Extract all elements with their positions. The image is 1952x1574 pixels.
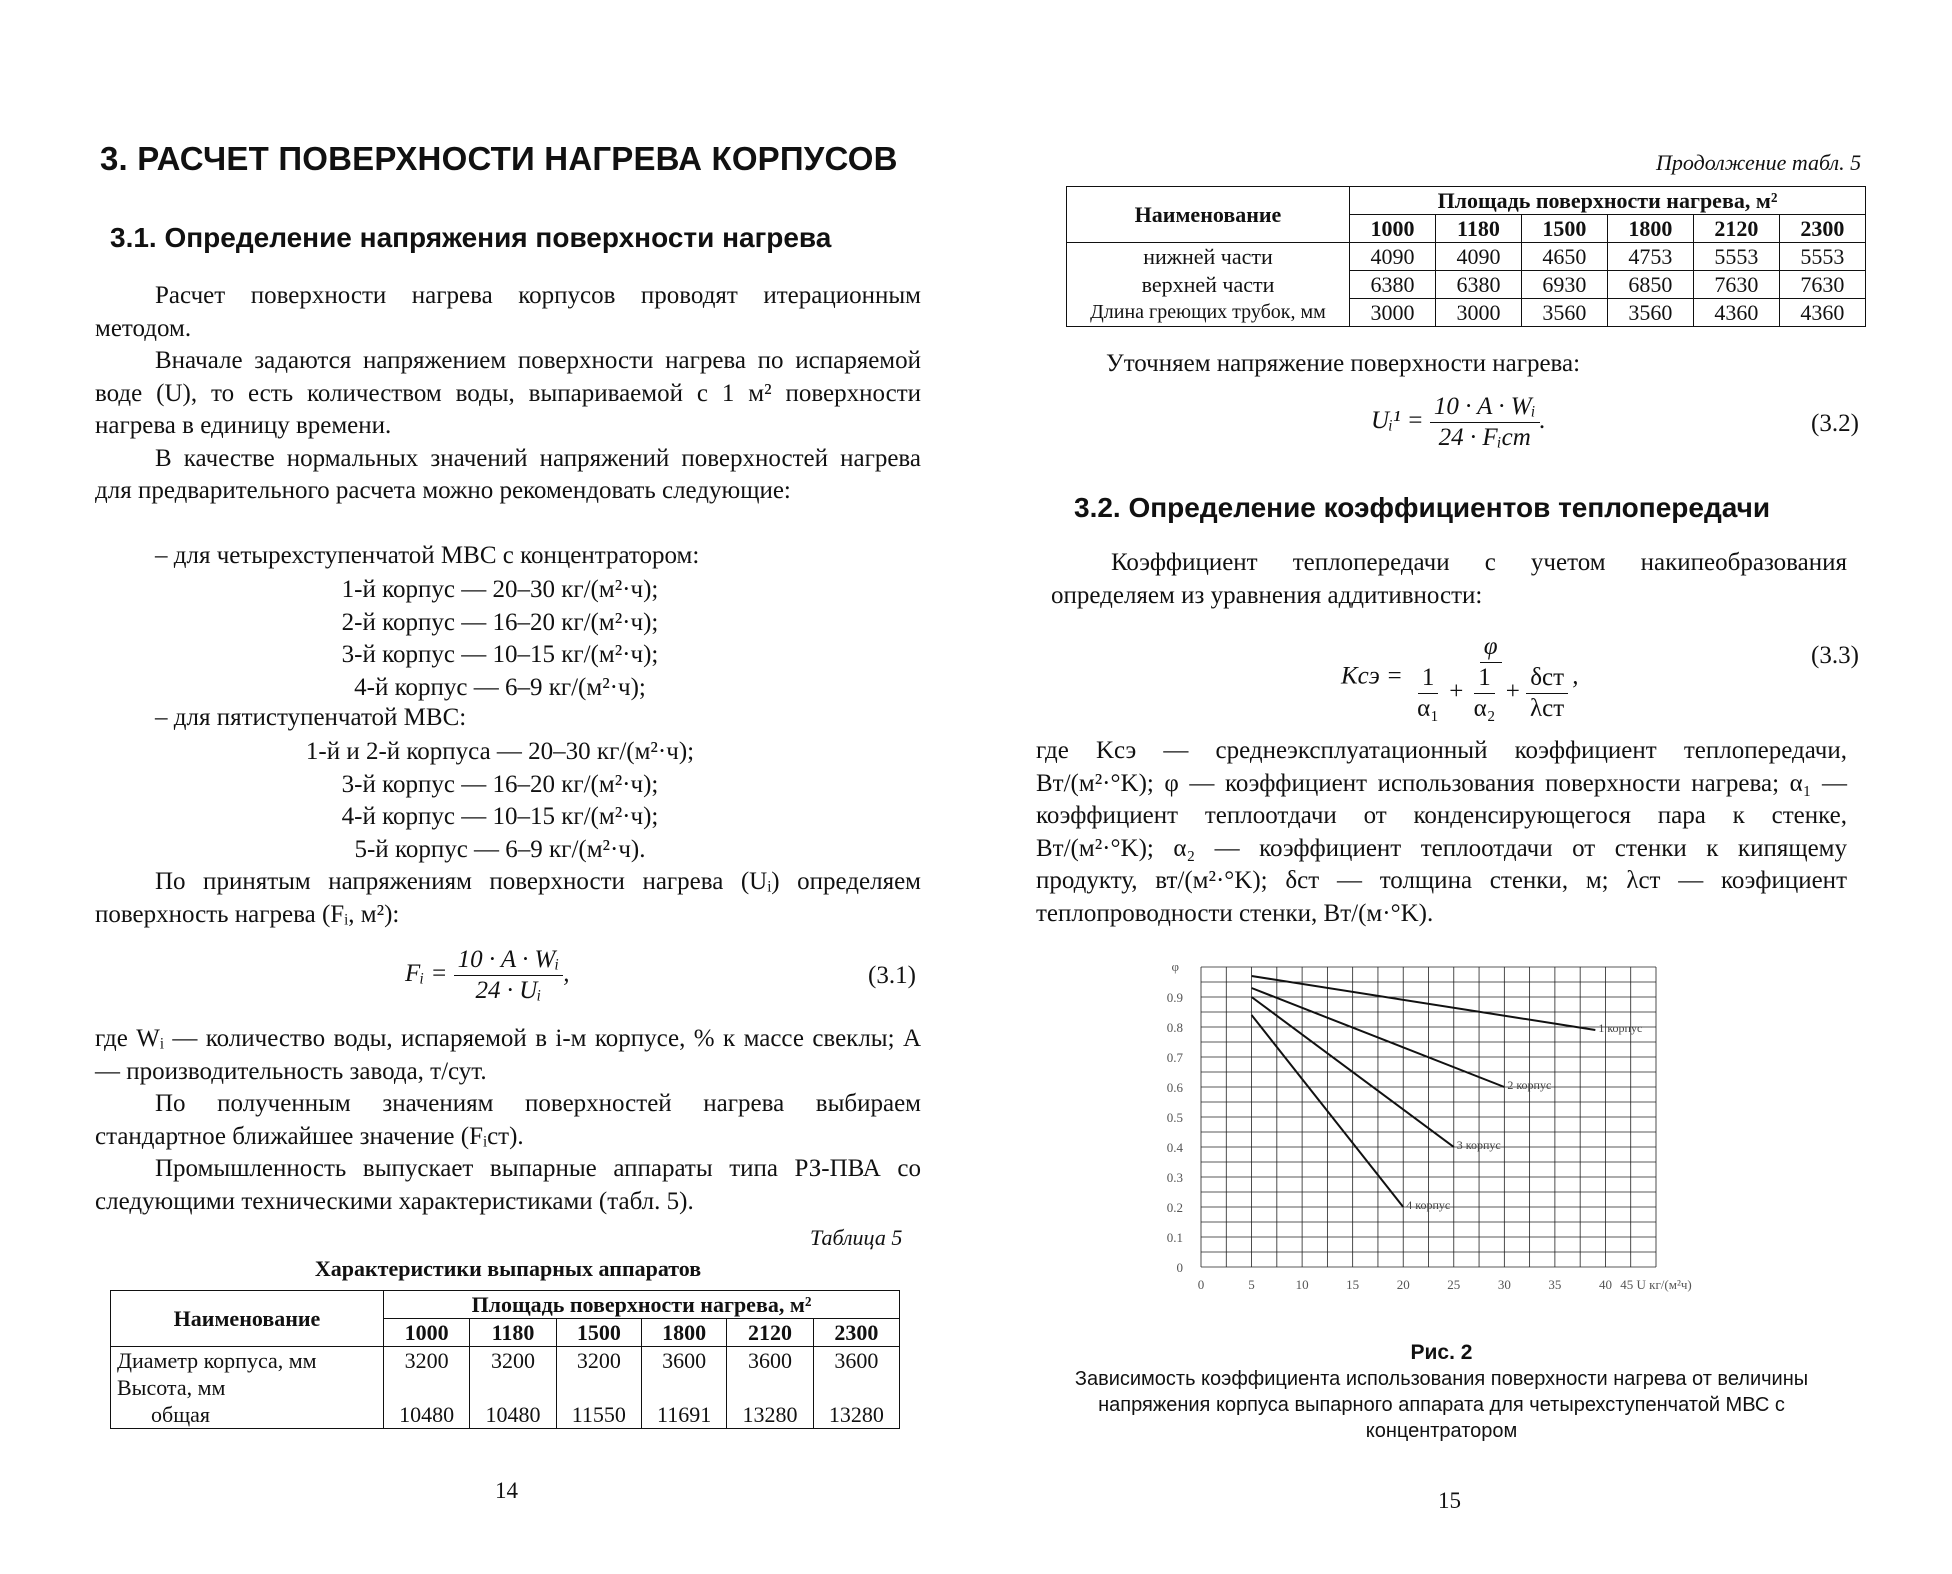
y-tick-label: 0.7 <box>1166 1050 1183 1065</box>
paragraph: Расчет поверхности нагрева корпусов проводят итерационным методом. Вначале задаются напряжением поверхности нагрева по испаряемой воде (U), то есть количеством воды, выпариваемой с 1 м² поверхности нагрева в единицу времени. В качестве нормальных значений напряжений поверхностей нагрева для предварительного расчета можно рекомендовать следующие: <box>95 282 921 504</box>
list-four-stage <box>220 574 780 704</box>
paragraph: По принятым напряжениям поверхности нагрева (Uᵢ) определяем поверхность нагрева (Fᵢ, м²): <box>95 868 921 928</box>
column-header: 2120 <box>727 1319 813 1347</box>
y-tick-label: 0.9 <box>1166 990 1183 1005</box>
series-label: 3 корпус <box>1456 1138 1501 1152</box>
paragraph: Уточняем напряжение поверхности нагрева: <box>1106 350 1581 377</box>
series-label: 1 корпус <box>1598 1021 1643 1035</box>
page-number: 15 <box>1438 1488 1461 1513</box>
column-header: 1500 <box>556 1319 641 1347</box>
equation-number: (3.3) <box>1811 642 1859 669</box>
y-tick-label: 0.6 <box>1166 1080 1183 1095</box>
column-header: 1180 <box>470 1319 556 1347</box>
column-header: 1500 <box>1521 215 1607 243</box>
list-item: 4-й корпус — 10–15 кг/(м²·ч); <box>341 803 659 830</box>
list-item: 1-й корпус — 20–30 кг/(м²·ч); <box>341 576 659 603</box>
x-tick-label: 35 <box>1548 1277 1562 1292</box>
y-tick-label: 0.8 <box>1166 1020 1183 1035</box>
y-axis-label: φ <box>1171 959 1179 974</box>
x-tick-label: 40 <box>1598 1277 1612 1292</box>
list-item: 3-й корпус — 10–15 кг/(м²·ч); <box>341 641 659 668</box>
equation-3-3: Kсэ = φ $\frac{1}{\text{α₁}}$ + $\frac{1}{\text{α₂}}$ + $\frac{\text{δст}}{\text{λст}}$ , <box>1341 633 1579 722</box>
table-row: Диаметр корпуса, мм 3200 3200 3200 3600 3600 3600 <box>111 1347 900 1375</box>
y-tick-label: 0.1 <box>1166 1230 1183 1245</box>
column-header: Наименование <box>111 1291 384 1347</box>
column-header: 2300 <box>813 1319 899 1347</box>
table-continuation-label: Продолжение табл. 5 <box>1656 150 1862 175</box>
table-title: Характеристики выпарных аппаратов <box>314 1256 702 1281</box>
list-item: 1-й и 2-й корпуса — 20–30 кг/(м²·ч); <box>305 738 695 765</box>
equation-3-1: Fᵢ = $\frac{\text{10 · A · Wᵢ}}{\text{24 · Uᵢ}}$ , <box>405 946 570 1004</box>
y-tick-label: 0.5 <box>1166 1110 1183 1125</box>
x-tick-label: 45 U кг/(м²ч) <box>1620 1277 1692 1292</box>
right-page <box>976 0 1952 1574</box>
column-header: Площадь поверхности нагрева, м² <box>384 1291 900 1319</box>
series-line <box>1252 976 1596 1030</box>
spec-table-continued <box>1066 186 1866 327</box>
column-header: 1800 <box>641 1319 726 1347</box>
table-row: нижней части 4090 4090 4650 4753 5553 5553 <box>1067 243 1866 271</box>
paragraph: Коэффициент теплопередачи с учетом накипеобразования определяем из уравнения аддитивности: <box>1051 549 1847 609</box>
column-header: 1000 <box>384 1319 470 1347</box>
figure-caption <box>1036 1340 1847 1444</box>
paragraph: где Wᵢ — количество воды, испаряемой в i-м корпусе, % к массе свеклы; A — производительность завода, т/сут. По полученным значениям поверхностей нагрева выбираем стандартное ближайшее значение (Fᵢст). Промышленность выпускает выпарные аппараты типа РЗ-ПВА со следующими техническими характеристиками (табл. 5). <box>95 1025 921 1215</box>
equation-3-2: Uᵢ¹ = $\frac{\text{10 · A · Wᵢ}}{\text{24 · Fᵢст}}$ . <box>1371 393 1546 451</box>
table-row: общая 10480 10480 11550 11691 13280 13280 <box>111 1401 900 1429</box>
equation-number: (3.1) <box>868 962 916 989</box>
y-tick-label: 0.2 <box>1166 1200 1183 1215</box>
figure-label: Рис. 2 <box>1410 1341 1473 1364</box>
list-item: 5-й корпус — 6–9 кг/(м²·ч). <box>354 835 646 863</box>
paragraph: где Kсэ — среднеэксплуатационный коэффициент теплопередачи, Вт/(м²·°K); φ — коэффициент использования поверхности нагрева; α₁ — коэффициент теплоотдачи от конденсирующегося пара к стенке, Вт/(м²·°K); α₂ — коэффициент теплоотдачи от стенки к кипящему продукту, вт/(м²·°K); δст — толщина стенки, м; λст — коэфициент теплопроводности стенки, Вт/(м·°K). <box>1036 737 1847 927</box>
x-tick-label: 20 <box>1396 1277 1410 1292</box>
figure-caption-text: Зависимость коэффициента использования поверхности нагрева от величины напряжения корпуса выпарного аппарата для четырехступенчатой МВС с концентратором <box>1074 1368 1809 1442</box>
series-label: 2 корпус <box>1507 1078 1552 1092</box>
section-heading-3-2: 3.2. Определение коэффициентов теплопередачи <box>1074 492 1771 523</box>
column-header: 1180 <box>1435 215 1521 243</box>
table-label: Таблица 5 <box>810 1225 903 1250</box>
list-item: 2-й корпус — 16–20 кг/(м²·ч); <box>341 608 659 636</box>
list-five-stage <box>220 736 780 866</box>
list-heading: – для пятиступенчатой МВС: <box>155 704 467 731</box>
column-header: Площадь поверхности нагрева, м² <box>1350 187 1866 215</box>
column-header: 1000 <box>1350 215 1436 243</box>
table-row: Длина греющих трубок, мм 3000 3000 3560 3560 4360 4360 <box>1067 299 1866 327</box>
list-item: 4-й корпус — 6–9 кг/(м²·ч); <box>354 673 646 701</box>
x-tick-label: 0 <box>1197 1277 1205 1292</box>
column-header: 2120 <box>1693 215 1779 243</box>
x-tick-label: 30 <box>1497 1277 1511 1292</box>
y-tick-label: 0.3 <box>1166 1170 1183 1185</box>
x-tick-label: 15 <box>1346 1277 1360 1292</box>
list-item: 3-й корпус — 16–20 кг/(м²·ч); <box>341 770 659 798</box>
spec-table <box>110 1290 900 1429</box>
x-tick-label: 25 <box>1447 1277 1461 1292</box>
page-number: 14 <box>495 1478 518 1503</box>
chart-figure <box>1161 957 1721 1307</box>
y-tick-label: 0 <box>1176 1260 1183 1275</box>
series-label: 4 корпус <box>1406 1198 1451 1212</box>
y-tick-label: 0.4 <box>1166 1140 1183 1155</box>
table-row: Высота, мм <box>111 1374 900 1401</box>
column-header: 1800 <box>1607 215 1693 243</box>
equation-number: (3.2) <box>1811 410 1859 437</box>
x-tick-label: 5 <box>1248 1277 1255 1292</box>
section-heading-3-1: 3.1. Определение напряжения поверхности нагрева <box>110 222 832 253</box>
x-tick-label: 10 <box>1295 1277 1309 1292</box>
table-row: верхней части 6380 6380 6930 6850 7630 7630 <box>1067 271 1866 299</box>
list-heading: – для четырехступенчатой МВС с концентратором: <box>155 542 700 569</box>
chapter-title: 3. РАСЧЕТ ПОВЕРХНОСТИ НАГРЕВА КОРПУСОВ <box>100 140 898 177</box>
column-header: 2300 <box>1779 215 1865 243</box>
column-header: Наименование <box>1067 187 1350 243</box>
